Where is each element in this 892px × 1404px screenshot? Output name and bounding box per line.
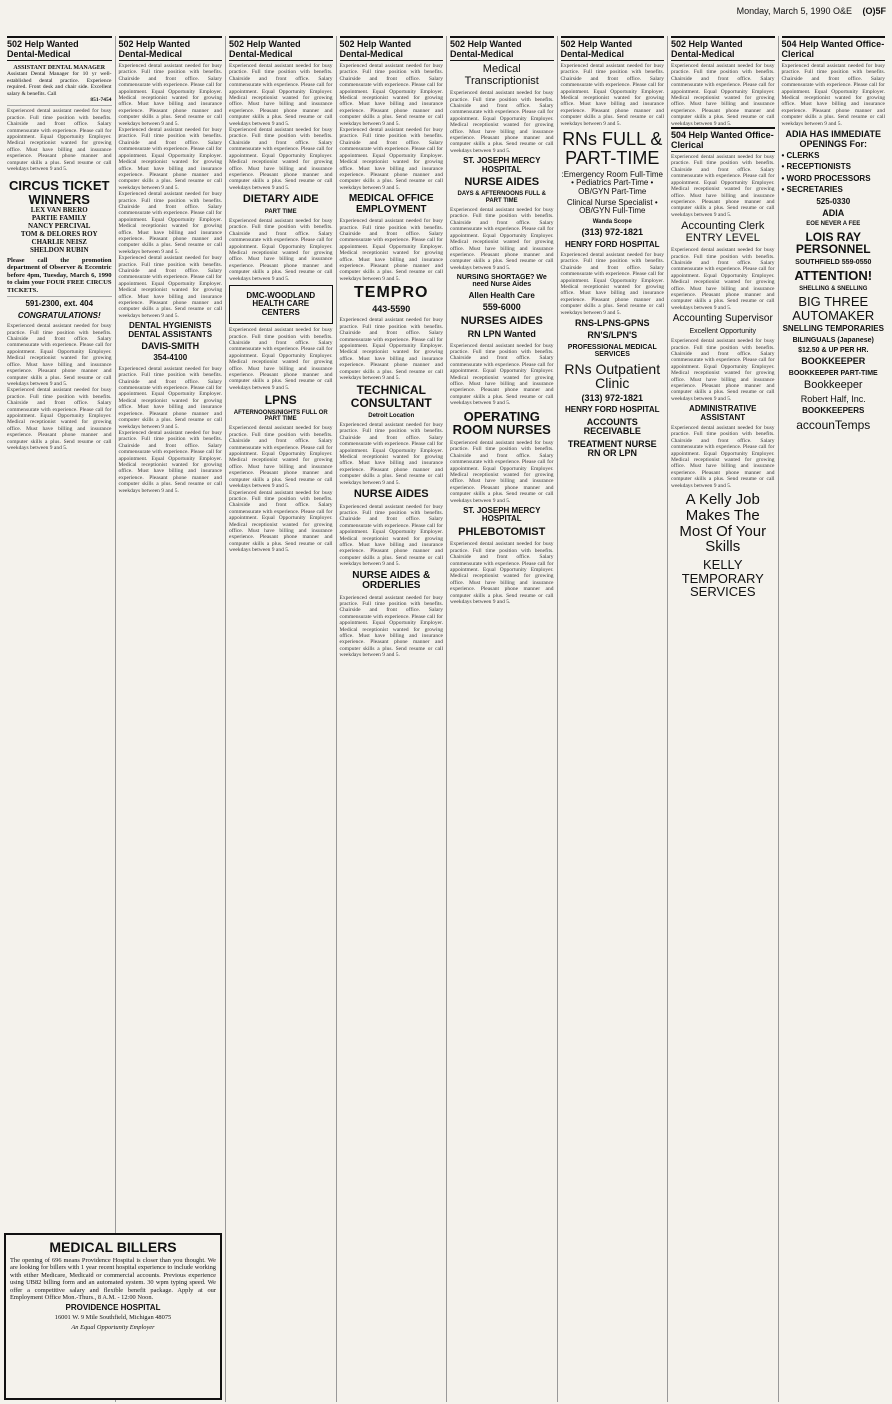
ad-filler: Experienced dental assistant needed for busy practice. Full time position with benefits. Chairside and front office. Salary commensurate with experience. Please call for appointment. Equal Opportunity Employer. Medical receptionist wanted for growing office. Must have billing and insurance experience. Pleasant phone manner and computer skills a plus. Send resume or call weekdays between 9 and 5. [671,247,775,311]
accounting-supervisor: Accounting Supervisor [672,313,773,325]
providence-hospital: PROVIDENCE HOSPITAL [65,1303,161,1313]
providence-address: 16001 W. 9 Mile Southfield, Michigan 48075 [54,1314,172,1322]
st-joseph-org-2: ST. JOSEPH MERCY HOSPITAL [463,506,541,524]
dietary-aide-sub: PART TIME [264,208,297,215]
medical-transcriptionist-title: Medical Transcriptionist [464,63,539,87]
phlebotomist-title: PHLEBOTOMIST [458,525,546,538]
nurse-orderlies-title: NURSE AIDES & ORDERLIES [352,569,431,592]
accountemps: accounTemps [796,417,871,432]
section-header-dental: 502 Help Wanted Dental-Medical [450,36,554,61]
ad-filler: Experienced dental assistant needed for busy practice. Full time position with benefits. Chairside and front office. Salary commensurate with experience. Please call for appointment. Equal Opportunity Employer. Medical receptionist wanted for growing office. Must have billing and insurance experience. Pleasant phone manner and computer skills a plus. Send resume or call weekdays between 9 and 5. [671,338,775,402]
adia-item: • CLERKS [781,150,820,160]
ad-filler: Experienced dental assistant needed for busy practice. Full time position with benefits. Chairside and front office. Salary commensurate with experience. Please call for appointment. Equal Opportunity Employer. Medical receptionist wanted for growing office. Must have billing and insurance experience. Pleasant phone manner and computer skills a plus. Send resume or call weekdays between 9 and 5. [671,424,775,489]
bookkeeper-1: BOOKKEEPER [801,356,866,367]
dmc-woodland-ad [229,285,333,324]
column-3 [225,36,336,1402]
ad-filler: Experienced dental assistant needed for busy practice. Full time position with benefits. Chairside and front office. Salary commensurate with experience. Please call for appointment. Equal Opportunity Employer. Medical receptionist wanted for growing office. Must have billing and insurance experience. Pleasant phone manner and computer skills a plus. Send resume or call weekdays between 9 and 5. [339,317,443,382]
henry-ford-org-2: HENRY FORD HOSPITAL [564,405,660,415]
clinical-positions: Clinical Nurse Specialist • OB/GYN Full-Time [566,198,658,216]
column-5 [446,36,557,1402]
claim-text: Please call the promotion department of Observer & Eccentric before 4pm, Tuesday, March 6, 1990 to claim your FOUR FREE CIRCUS TICKETS. [7,255,112,298]
accounting-supervisor-sub: Excellent Opportunity [689,327,757,335]
contact-phone: (313) 972-1821 [581,227,644,238]
big-three-automaker: BIG THREE AUTOMAKER [792,294,875,323]
ad-filler: Experienced dental assistant needed for busy practice. Full time position with benefits. Chairside and front office. Salary commensurate with experience. Please call for appointment. Equal Opportunity Employer. Medical receptionist wanted for growing office. Must have billing and insurance experience. Pleasant phone manner and computer skills a plus. Send resume or call weekdays between 9 and 5. [339,594,443,659]
adia-sub: EOE NEVER A FEE [806,221,861,228]
section-header-dental: 502 Help Wanted Dental-Medical [671,36,775,61]
ad-filler: Experienced dental assistant needed for busy practice. Full time position with benefits. Chairside and front office. Salary commensurate with experience. Please call for appointment. Equal Opportunity Employer. Medical receptionist wanted for growing office. Must have billing and insurance experience. Pleasant phone manner and computer skills a plus. Send resume or call weekdays between 9 and 5. [450,541,554,606]
rns-outpatient: RNs Outpatient Clinic [564,360,661,392]
rns-lpns: RN'S/LPN'S [587,330,638,341]
rn-lpn-wanted: RN LPN Wanted [467,329,536,340]
column-7 [667,36,778,1402]
nurses-aides-title: NURSES AIDES [460,314,543,327]
ad-filler: Experienced dental assistant needed for busy practice. Full time position with benefits. Chairside and front office. Salary commensurate with experience. Please call for appointment. Equal Opportunity Employer. Medical receptionist wanted for growing office. Must have billing and insurance experience. Pleasant phone manner and computer skills a plus. Send resume or call weekdays between 9 and 5. [118,191,222,255]
kelly-org: KELLY TEMPORARY SERVICES [681,557,764,600]
professional-medical: PROFESSIONAL MEDICAL SERVICES [567,343,657,359]
adia-name: ADIA [822,207,845,218]
column-1 [4,36,115,1402]
ad-filler: Experienced dental assistant needed for busy practice. Full time position with benefits. Chairside and front office. Salary commensurate with experience. Please call for appointment. Equal Opportunity Employer. Medical receptionist wanted for growing office. Must have billing and insurance experience. Pleasant phone manner and computer skills a plus. Send resume or call weekdays between 9 and 5. [229,327,333,391]
operating-room-nurses: OPERATING ROOM NURSES [452,408,551,438]
ad-filler: Experienced dental assistant needed for busy practice. Full time position with benefits. Chairside and front office. Salary commensurate with experience. Please call for appointment. Equal Opportunity Employer. Medical receptionist wanted for growing office. Must have billing and insurance experience. Pleasant phone manner and computer skills a plus. Send resume or call weekdays between 9 and 5. [339,63,443,127]
congratulations: CONGRATULATIONS! [17,310,101,320]
snelling-temporaries: SNELLING TEMPORARIES [782,324,884,334]
emergency-positions: :Emergency Room Full-Time • Pediatrics Part-Time • OB/GYN Part-Time [561,169,663,196]
treatment-nurse: TREATMENT NURSE RN OR LPN [567,438,657,459]
ad-filler: Experienced dental assistant needed for busy practice. Full time position with benefits. Chairside and front office. Salary commensurate with experience. Please call for appointment. Equal Opportunity Employer. Medical receptionist wanted for growing office. Must have billing and insurance experience. Pleasant phone manner and computer skills a plus. Send resume or call weekdays between 9 and 5. [339,503,443,568]
rns-title: RNs FULL & PART-TIME [562,129,663,168]
ad-filler: Experienced dental assistant needed for busy practice. Full time position with benefits. Chairside and front office. Salary commensurate with experience. Please call for appointment. Equal Opportunity Employer. Medical receptionist wanted for growing office. Must have billing and insurance experience. Pleasant phone manner and computer skills a plus. Send resume or call weekdays between 9 and 5. [450,90,554,154]
administrative-assistant: ADMINISTRATIVE ASSISTANT [689,404,757,422]
bookkeepers: BOOKKEEPERS [802,406,865,416]
medical-billers-title: MEDICAL BILLERS [49,1239,177,1255]
ad-filler: Experienced dental assistant needed for busy practice. Full time position with benefits. Chairside and front office. Salary commensurate with experience. Please call for appointment. Equal Opportunity Employer. Medical receptionist wanted for growing office. Must have billing and insurance experience. Pleasant phone manner and computer skills a plus. Send resume or call weekdays between 9 and 5. [560,251,664,316]
ad-filler: Experienced dental assistant needed for busy practice. Full time position with benefits. Chairside and front office. Salary commensurate with experience. Please call for appointment. Equal Opportunity Employer. Medical receptionist wanted for growing office. Must have billing and insurance experience. Pleasant phone manner and computer skills a plus. Send resume or call weekdays between 9 and 5. [339,421,443,486]
ad-filler: Experienced dental assistant needed for busy practice. Full time position with benefits. Chairside and front office. Salary commensurate with experience. Please call for appointment. Equal Opportunity Employer. Medical receptionist wanted for growing office. Must have billing and insurance experience. Pleasant phone manner and computer skills a plus. Send resume or call weekdays between 9 and 5. [7,323,112,387]
davis-smith-org: DAVIS-SMITH [141,341,200,352]
lpns-sub: AFTERNOONS/NIGHTS FULL OR PART TIME [233,409,328,423]
circus-title: CIRCUS TICKET WINNERS [9,177,110,207]
column-8 [778,36,889,1402]
ad-title: ASSISTANT DENTAL MANAGER [13,65,106,71]
medical-billers-ad [4,1233,222,1400]
section-header-dental: 502 Help Wanted Dental-Medical [340,36,444,61]
winner-4: TOM & DELORES ROY [20,229,98,238]
medical-office-title: MEDICAL OFFICE EMPLOYMENT [348,193,434,215]
accounts-receivable: ACCOUNTS RECEIVABLE [583,416,641,437]
section-header-office: 504 Help Wanted Office-Clerical [671,127,775,152]
ad-filler: Experienced dental assistant needed for busy practice. Full time position with benefits. Chairside and front office. Salary commensurate with experience. Please call for appointment. Equal Opportunity Employer. Medical receptionist wanted for growing office. Must have billing and insurance experience. Pleasant phone manner and computer skills a plus. Send resume or call weekdays between 9 and 5. [7,387,112,451]
adia-item: • WORD PROCESSORS [781,173,871,183]
technical-consultant-title: TECHNICAL CONSULTANT [350,383,432,411]
contact-name: Wanda Scope [592,218,632,225]
ad-filler: Experienced dental assistant needed for busy practice. Full time position with benefits. Chairside and front office. Salary commensurate with experience. Please call for appointment. Equal Opportunity Employer. Medical receptionist wanted for growing office. Must have billing and insurance experience. Pleasant phone manner and computer skills a plus. Send resume or call weekdays between 9 and 5. [229,489,333,554]
winner-3: NANCY PERCIVAL [28,221,91,230]
tempro-logo: TEMPRO [354,284,429,302]
section-header-dental: 502 Help Wanted Dental-Medical [119,36,223,61]
section-header-office: 504 Help Wanted Office-Clerical [782,36,886,61]
column-2 [115,36,226,1402]
ad-filler: Experienced dental assistant needed for busy practice. Full time position with benefits. Chairside and front office. Salary commensurate with experience. Please call for appointment. Equal Opportunity Employer. Medical receptionist wanted for growing office. Must have billing and insurance experience. Pleasant phone manner and computer skills a plus. Send resume or call weekdays between 9 and 5. [671,63,775,127]
classified-columns [4,36,888,1402]
ad-filler: Experienced dental assistant needed for busy practice. Full time position with benefits. Chairside and front office. Salary commensurate with experience. Please call for appointment. Equal Opportunity Employer. Medical receptionist wanted for growing office. Must have billing and insurance experience. Pleasant phone manner and computer skills a plus. Send resume or call weekdays between 9 and 5. [229,425,333,490]
henry-ford-org: HENRY FORD HOSPITAL [564,239,660,249]
nurse-aides-sub: DAYS & AFTERNOONS FULL & PART TIME [457,191,546,204]
ad-filler: Experienced dental assistant needed for busy practice. Full time position with benefits. Chairside and front office. Salary commensurate with experience. Please call for appointment. Equal Opportunity Employer. Medical receptionist wanted for growing office. Must have billing and insurance experience. Pleasant phone manner and computer skills a plus. Send resume or call weekdays between 9 and 5. [450,439,554,504]
page-number: (O)5F [862,6,886,16]
allen-health-care: Allen Health Care [468,290,535,300]
dietary-aide-title: DIETARY AIDE [242,193,319,206]
lois-ray-location: SOUTHFIELD 559-0550 [795,258,872,266]
ad-filler: Experienced dental assistant needed for busy practice. Full time position with benefits. Chairside and front office. Salary commensurate with experience. Please call for appointment. Equal Opportunity Employer. Medical receptionist wanted for growing office. Must have billing and insurance experience. Pleasant phone manner and computer skills a plus. Send resume or call weekdays between 9 and 5. [118,429,222,494]
allen-phone: 559-6000 [482,302,521,313]
ad-filler: Experienced dental assistant needed for busy practice. Full time position with benefits. Chairside and front office. Salary commensurate with experience. Please call for appointment. Equal Opportunity Employer. Medical receptionist wanted for growing office. Must have billing and insurance experience. Pleasant phone manner and computer skills a plus. Send resume or call weekdays between 9 and 5. [450,342,554,407]
adia-phone: 525-0330 [816,196,851,206]
tempro-phone: 443-5590 [372,303,411,314]
davis-smith-phone: 354-4100 [153,353,188,363]
bookkeeper-2: BOOKKEEPER PART-TIME [788,369,878,377]
winner-5: CHARLIE NEISZ [31,237,87,246]
ad-filler: Experienced dental assistant needed for busy practice. Full time position with benefits. Chairside and front office. Salary commensurate with experience. Please call for appointment. Equal Opportunity Employer. Medical receptionist wanted for growing office. Must have billing and insurance experience. Pleasant phone manner and computer skills a plus. Send resume or call weekdays between 9 and 5. [7,108,112,173]
lpns-title: LPNS [264,393,297,408]
masthead [0,0,892,22]
ad-filler: Experienced dental assistant needed for busy practice. Full time position with benefits. Chairside and front office. Salary commensurate with experience. Please call for appointment. Equal Opportunity Employer. Medical receptionist wanted for growing office. Must have billing and insurance experience. Pleasant phone manner and computer skills a plus. Send resume or call weekdays between 9 and 5. [229,63,333,127]
adia-item: • RECEPTIONISTS [781,162,851,172]
ad-filler: Experienced dental assistant needed for busy practice. Full time position with benefits. Chairside and front office. Salary commensurate with experience. Please call for appointment. Equal Opportunity Employer. Medical receptionist wanted for growing office. Must have billing and insurance experience. Pleasant phone manner and computer skills a plus. Send resume or call weekdays between 9 and 5. [229,217,333,282]
ad-filler: Experienced dental assistant needed for busy practice. Full time position with benefits. Chairside and front office. Salary commensurate with experience. Please call for appointment. Equal Opportunity Employer. Medical receptionist wanted for growing office. Must have billing and insurance experience. Pleasant phone manner and computer skills a plus. Send resume or call weekdays between 9 and 5. [560,63,664,127]
bookkeeper-3: Bookkeeper [803,379,863,392]
ad-filler: Experienced dental assistant needed for busy practice. Full time position with benefits. Chairside and front office. Salary commensurate with experience. Please call for appointment. Equal Opportunity Employer. Medical receptionist wanted for growing office. Must have billing and insurance experience. Pleasant phone manner and computer skills a plus. Send resume or call weekdays between 9 and 5. [118,255,222,319]
ad-filler: Experienced dental assistant needed for busy practice. Full time position with benefits. Chairside and front office. Salary commensurate with experience. Please call for appointment. Equal Opportunity Employer. Medical receptionist wanted for growing office. Must have billing and insurance experience. Pleasant phone manner and computer skills a plus. Send resume or call weekdays between 9 and 5. [118,127,222,191]
bilinguals: BILINGUALS (Japanese) [792,336,874,344]
ad-body: Assistant Dental Manager for 10 yr well-established dental practice. Experience required. Front desk and chair side. Excellent salary & benefits. Call [7,71,112,97]
claim-phone: 591-2300, ext. 404 [25,299,94,309]
attention-headline: ATTENTION! [794,268,873,284]
ad-filler: Experienced dental assistant needed for busy practice. Full time position with benefits. Chairside and front office. Salary commensurate with experience. Please call for appointment. Equal Opportunity Employer. Medical receptionist wanted for growing office. Must have billing and insurance experience. Pleasant phone manner and computer skills a plus. Send resume or call weekdays between 9 and 5. [339,218,443,282]
robert-half: Robert Half, Inc. [800,393,866,404]
medical-billers-body: The opening of 696 means Providence Hospital is closer than you thought. We are looking for billers with 1 year recent hospital experience to include working with either Medicare, Medicaid or commercial accounts. Previous experience using UB82 billing form and an automated system. 30 wpm typing speed. We offer a competitive salary and flexible benefit package. Apply at our Employment Office Mon.-Thurs., 8 A.M. - 12:00 Noon. [10,1257,216,1302]
wage: $12.50 & UP PER HR. [798,347,869,355]
adia-headline: ADIA HAS IMMEDIATE OPENINGS For: [785,129,881,149]
section-header-dental: 502 Help Wanted Dental-Medical [7,36,112,61]
contact-phone-2: (313) 972-1821 [581,392,644,403]
snelling-name: SHELLING & SNELLING [799,285,868,292]
ad-assistant-dental-manager [7,63,112,106]
winner-6: SHELDON RUBIN [29,245,89,254]
nurse-aides-title: NURSE AIDES [353,488,429,501]
kelly-headline: A Kelly Job Makes The Most Of Your Skills [679,491,767,556]
winner-2: PARTIE FAMILY [31,213,87,222]
ad-filler: Experienced dental assistant needed for busy practice. Full time position with benefits. Chairside and front office. Salary commensurate with experience. Please call for appointment. Equal Opportunity Employer. Medical receptionist wanted for growing office. Must have billing and insurance experience. Pleasant phone manner and computer skills a plus. Send resume or call weekdays between 9 and 5. [671,154,775,218]
ad-phone: 851-7454 [90,97,112,104]
adia-item: • SECRETARIES [781,185,843,195]
column-4 [336,36,447,1402]
winner-1: LEX VAN BRERO [30,205,88,214]
section-header-dental: 502 Help Wanted Dental-Medical [229,36,333,61]
nursing-shortage: NURSING SHORTAGE? We need Nurse Aides [456,274,547,289]
ad-filler: Experienced dental assistant needed for busy practice. Full time position with benefits. Chairside and front office. Salary commensurate with experience. Please call for appointment. Equal Opportunity Employer. Medical receptionist wanted for growing office. Must have billing and insurance experience. Pleasant phone manner and computer skills a plus. Send resume or call weekdays between 9 and 5. [118,63,222,127]
accounting-clerk: Accounting Clerk ENTRY LEVEL [681,220,765,244]
ad-filler: Experienced dental assistant needed for busy practice. Full time position with benefits. Chairside and front office. Salary commensurate with experience. Please call for appointment. Equal Opportunity Employer. Medical receptionist wanted for growing office. Must have billing and insurance experience. Pleasant phone manner and computer skills a plus. Send resume or call weekdays between 9 and 5. [229,127,333,191]
technical-consultant-sub: Detroit Location [368,412,415,419]
nurse-aides-title: NURSE AIDES [464,175,540,188]
ad-filler: Experienced dental assistant needed for busy practice. Full time position with benefits. Chairside and front office. Salary commensurate with experience. Please call for appointment. Equal Opportunity Employer. Medical receptionist wanted for growing office. Must have billing and insurance experience. Pleasant phone manner and computer skills a plus. Send resume or call weekdays between 9 and 5. [118,365,222,430]
ad-filler: Experienced dental assistant needed for busy practice. Full time position with benefits. Chairside and front office. Salary commensurate with experience. Please call for appointment. Equal Opportunity Employer. Medical receptionist wanted for growing office. Must have billing and insurance experience. Pleasant phone manner and computer skills a plus. Send resume or call weekdays between 9 and 5. [450,207,554,271]
rns-lpns-gpns: RNS-LPNS-GPNS [574,317,650,328]
section-header-dental: 502 Help Wanted Dental-Medical [561,36,665,61]
issue-date: Monday, March 5, 1990 O&E [736,6,852,16]
eoe-line: An Equal Opportunity Employer [71,1323,155,1331]
st-joseph-org: ST. JOSEPH MERCY HOSPITAL [463,156,541,174]
column-6 [557,36,668,1402]
ad-filler: Experienced dental assistant needed for busy practice. Full time position with benefits. Chairside and front office. Salary commensurate with experience. Please call for appointment. Equal Opportunity Employer. Medical receptionist wanted for growing office. Must have billing and insurance experience. Pleasant phone manner and computer skills a plus. Send resume or call weekdays between 9 and 5. [339,127,443,191]
ad-filler: Experienced dental assistant needed for busy practice. Full time position with benefits. Chairside and front office. Salary commensurate with experience. Please call for appointment. Equal Opportunity Employer. Medical receptionist wanted for growing office. Must have billing and insurance experience. Pleasant phone manner and computer skills a plus. Send resume or call weekdays between 9 and 5. [781,63,885,127]
dmc-woodland-title: DMC-WOODLAND HEALTH CARE CENTERS [246,291,316,317]
lois-ray-personnel: LOIS RAY PERSONNEL [795,229,871,257]
davis-smith-title: DENTAL HYGIENISTS DENTAL ASSISTANTS [128,321,213,339]
